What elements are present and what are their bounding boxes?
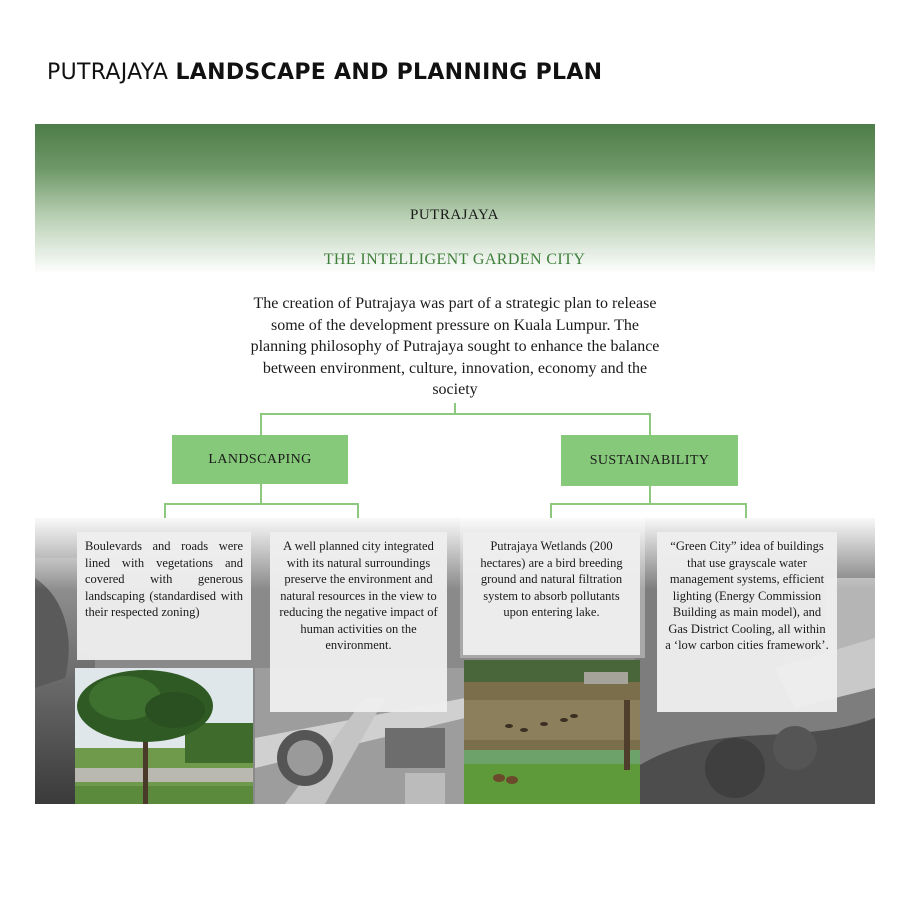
connector-sustainability-bar [550,503,747,505]
green-city-card: “Green City” idea of buildings that use grayscale water management systems, efficient lighting (Energy Commission Building as main model), and Gas District Cooling, all within a ‘low carbon cities framework’. [657,532,837,712]
planned-city-card: A well planned city integrated with its natural surroundings preserve the environment and natural resources in the view to reducing the negative impact of human activities on the environment. [270,532,447,712]
connector-left-drop [260,413,262,435]
title-place: PUTRAJAYA [47,60,169,85]
wetlands-card: Putrajaya Wetlands (200 hectares) are a bird breeding ground and natural filtration system to absorb pollutants upon entering lake. [463,532,640,655]
landscaping-box: LANDSCAPING [172,435,348,484]
city-subheading: THE INTELLIGENT GARDEN CITY [323,251,586,268]
sustainability-box: SUSTAINABILITY [561,435,738,486]
city-heading: PUTRAJAYA [410,207,499,223]
page-title [47,60,602,85]
wetlands-photo [464,660,640,804]
connector-landscaping-bar [164,503,359,505]
title-topic: LANDSCAPE AND PLANNING PLAN [175,60,603,85]
boulevard-tree-photo [75,668,253,804]
connector-top-bar [260,413,651,415]
connector-landscaping-stem [260,484,262,504]
boulevards-card: Boulevards and roads were lined with vegetations and covered with generous landscaping (standardised with their respected zoning) [77,532,251,660]
connector-sustainability-stem [649,486,651,504]
intro-paragraph: The creation of Putrajaya was part of a strategic plan to release some of the development pressure on Kuala Lumpur. The planning philosophy of Putrajaya sought to enhance the balance between environment, culture, innovation, economy and the society [250,295,660,398]
connector-right-drop [649,413,651,435]
